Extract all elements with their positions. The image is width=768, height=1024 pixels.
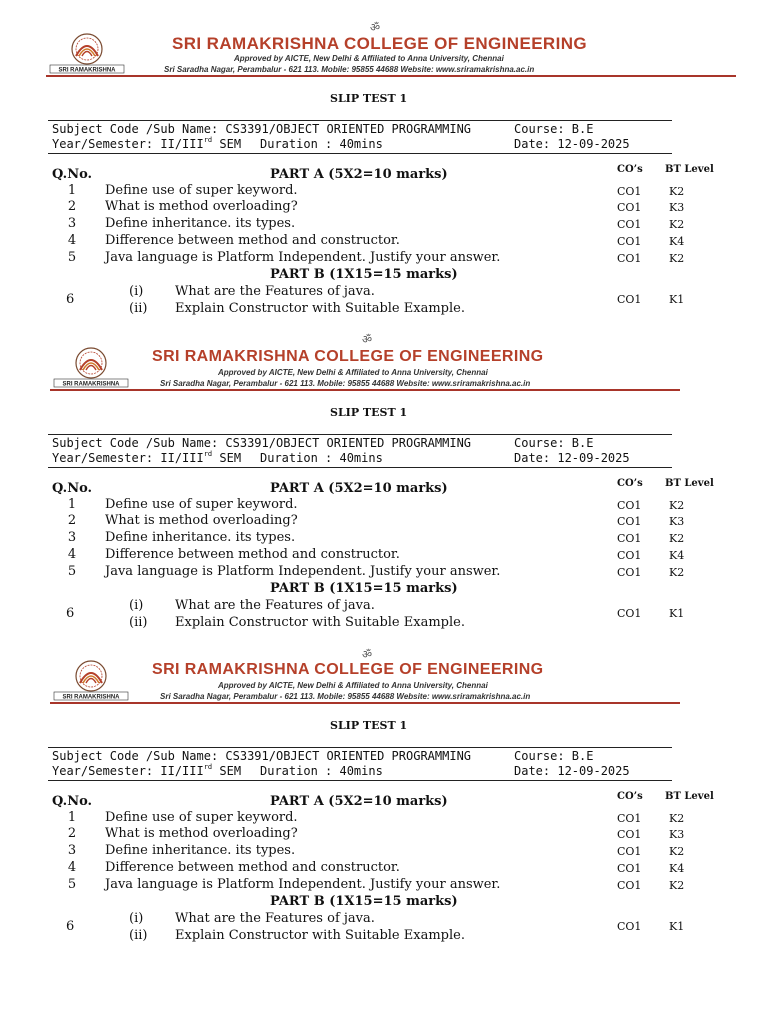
question-bt-level: K2 <box>669 499 685 512</box>
info-bottom-rule <box>48 153 672 154</box>
question-row <box>0 250 768 267</box>
question-text: Define inheritance. its types. <box>105 530 296 545</box>
question-row <box>0 826 768 843</box>
question-number: 2 <box>67 826 77 841</box>
question-text: Java language is Platform Independent. Justify your answer. <box>105 877 501 892</box>
part-b-sub-text: What are the Features of java. <box>175 284 375 299</box>
qno-header: Q.No. <box>52 167 93 182</box>
part-b-sub-label: (ii) <box>129 615 148 630</box>
info-bottom-rule <box>48 467 672 468</box>
question-text: What is method overloading? <box>105 513 298 528</box>
question-row <box>0 513 768 530</box>
question-number: 1 <box>67 497 77 512</box>
question-bt-level: K2 <box>669 532 685 545</box>
question-number: 5 <box>67 564 77 579</box>
question-text: Difference between method and constructor. <box>105 547 400 562</box>
question-row <box>0 497 768 514</box>
part-b-question-number: 6 <box>66 292 75 307</box>
question-bt-level: K3 <box>669 201 685 214</box>
question-bt-level: K2 <box>669 252 685 265</box>
question-row <box>0 843 768 860</box>
part-a-header: PART A (5X2=10 marks) <box>270 167 448 182</box>
question-bt-level: K3 <box>669 515 685 528</box>
year-semester-line: Year/Semester: II/IIIrd SEM <box>52 450 242 465</box>
date-line: Date: 12-09-2025 <box>514 451 630 465</box>
question-bt-level: K2 <box>669 845 685 858</box>
logo-text: SRI RAMAKRISHNA <box>62 381 120 388</box>
question-number: 2 <box>67 199 77 214</box>
qno-header: Q.No. <box>52 794 93 809</box>
question-row <box>0 530 768 547</box>
question-co: CO1 <box>617 252 642 265</box>
part-b-header: PART B (1X15=15 marks) <box>270 894 458 909</box>
question-bt-level: K2 <box>669 185 685 198</box>
college-header <box>46 28 736 78</box>
part-b-sub-text: What are the Features of java. <box>175 911 375 926</box>
part-b-sub-text: Explain Constructor with Suitable Example. <box>175 615 465 630</box>
part-b-bt-level: K1 <box>669 293 685 306</box>
part-b-sub-label: (i) <box>129 598 144 613</box>
part-b-co: CO1 <box>617 607 642 620</box>
bt-level-header: BT Level <box>665 791 714 802</box>
part-b-sub-text: Explain Constructor with Suitable Example. <box>175 301 465 316</box>
slip-test-copy <box>0 0 768 316</box>
logo-text: SRI RAMAKRISHNA <box>62 694 120 701</box>
header-rule <box>50 389 680 391</box>
part-b-sub-label: (i) <box>129 284 144 299</box>
question-text: Define inheritance. its types. <box>105 843 296 858</box>
part-a-header: PART A (5X2=10 marks) <box>270 481 448 496</box>
question-co: CO1 <box>617 828 642 841</box>
course-line: Course: B.E <box>514 122 594 136</box>
question-co: CO1 <box>617 515 642 528</box>
question-row <box>0 547 768 564</box>
part-b-co: CO1 <box>617 920 642 933</box>
bt-level-header: BT Level <box>665 478 714 489</box>
question-co: CO1 <box>617 566 642 579</box>
college-logo <box>50 346 132 388</box>
logo-text: SRI RAMAKRISHNA <box>58 67 116 74</box>
question-number: 1 <box>67 810 77 825</box>
question-bt-level: K4 <box>669 862 685 875</box>
question-text: Define use of super keyword. <box>105 810 298 825</box>
question-text: Java language is Platform Independent. Justify your answer. <box>105 250 501 265</box>
college-name: SRI RAMAKRISHNA COLLEGE OF ENGINEERING <box>172 34 588 53</box>
address-line: Sri Saradha Nagar, Perambalur - 621 113. Mobile: 95855 44688 Website: www.sriramakrishna.ac.in <box>160 379 531 388</box>
header-rule <box>46 75 736 77</box>
bt-level-header: BT Level <box>665 164 714 175</box>
question-co: CO1 <box>617 218 642 231</box>
question-co: CO1 <box>617 812 642 825</box>
question-number: 3 <box>67 530 77 545</box>
cos-header: CO’s <box>617 478 643 489</box>
question-bt-level: K2 <box>669 566 685 579</box>
part-b-sub-text: What are the Features of java. <box>175 598 375 613</box>
question-text: Difference between method and constructor. <box>105 233 400 248</box>
question-bt-level: K4 <box>669 235 685 248</box>
college-name: SRI RAMAKRISHNA COLLEGE OF ENGINEERING <box>152 348 544 365</box>
part-b-header: PART B (1X15=15 marks) <box>270 581 458 596</box>
question-row <box>0 877 768 894</box>
part-b-question-number: 6 <box>66 606 75 621</box>
question-number: 5 <box>67 877 77 892</box>
part-a-header: PART A (5X2=10 marks) <box>270 794 448 809</box>
info-top-rule <box>48 434 672 435</box>
info-bottom-rule <box>48 780 672 781</box>
subject-line: Subject Code /Sub Name: CS3391/OBJECT ORIENTED PROGRAMMING <box>52 436 472 450</box>
question-number: 4 <box>67 860 77 875</box>
date-line: Date: 12-09-2025 <box>514 137 630 151</box>
info-top-rule <box>48 747 672 748</box>
part-b-sub-label: (ii) <box>129 301 148 316</box>
course-line: Course: B.E <box>514 749 594 763</box>
question-text: What is method overloading? <box>105 199 298 214</box>
test-title: SLIP TEST 1 <box>330 92 408 105</box>
year-semester-line: Year/Semester: II/IIIrd SEM <box>52 763 242 778</box>
header-rule <box>50 702 680 704</box>
year-semester-line: Year/Semester: II/IIIrd SEM <box>52 136 242 151</box>
question-bt-level: K2 <box>669 879 685 892</box>
question-co: CO1 <box>617 532 642 545</box>
approval-line: Approved by AICTE, New Delhi & Affiliated to Anna University, Chennai <box>218 368 488 377</box>
date-line: Date: 12-09-2025 <box>514 764 630 778</box>
question-bt-level: K2 <box>669 218 685 231</box>
question-row <box>0 564 768 581</box>
test-title: SLIP TEST 1 <box>330 406 408 419</box>
question-number: 3 <box>67 216 77 231</box>
cos-header: CO’s <box>617 164 643 175</box>
question-row <box>0 810 768 827</box>
om-symbol: ॐ <box>362 648 373 661</box>
qno-header: Q.No. <box>52 481 93 496</box>
info-top-rule <box>48 120 672 121</box>
question-co: CO1 <box>617 879 642 892</box>
test-title: SLIP TEST 1 <box>330 719 408 732</box>
question-bt-level: K4 <box>669 549 685 562</box>
part-b-sub-label: (i) <box>129 911 144 926</box>
course-line: Course: B.E <box>514 436 594 450</box>
slip-test-copy <box>0 627 768 943</box>
question-number: 4 <box>67 233 77 248</box>
college-logo <box>50 659 132 701</box>
question-co: CO1 <box>617 201 642 214</box>
part-b-sub-text: Explain Constructor with Suitable Example. <box>175 928 465 943</box>
question-co: CO1 <box>617 185 642 198</box>
question-text: Difference between method and constructor. <box>105 860 400 875</box>
part-b-co: CO1 <box>617 293 642 306</box>
question-bt-level: K2 <box>669 812 685 825</box>
om-symbol: ॐ <box>362 333 373 346</box>
question-text: What is method overloading? <box>105 826 298 841</box>
question-co: CO1 <box>617 499 642 512</box>
question-text: Java language is Platform Independent. Justify your answer. <box>105 564 501 579</box>
college-name: SRI RAMAKRISHNA COLLEGE OF ENGINEERING <box>152 661 544 678</box>
part-b-bt-level: K1 <box>669 920 685 933</box>
duration-line: Duration : 40mins <box>260 764 383 778</box>
question-row <box>0 233 768 250</box>
question-text: Define use of super keyword. <box>105 183 298 198</box>
slip-test-copy <box>0 314 768 630</box>
part-b-bt-level: K1 <box>669 607 685 620</box>
part-b-question-number: 6 <box>66 919 75 934</box>
address-line: Sri Saradha Nagar, Perambalur - 621 113. Mobile: 95855 44688 Website: www.sriramakrishna.ac.in <box>164 65 535 74</box>
question-number: 2 <box>67 513 77 528</box>
approval-line: Approved by AICTE, New Delhi & Affiliated to Anna University, Chennai <box>234 54 504 63</box>
college-header <box>50 655 680 705</box>
duration-line: Duration : 40mins <box>260 137 383 151</box>
address-line: Sri Saradha Nagar, Perambalur - 621 113. Mobile: 95855 44688 Website: www.sriramakrishna.ac.in <box>160 692 531 701</box>
question-row <box>0 860 768 877</box>
duration-line: Duration : 40mins <box>260 451 383 465</box>
question-row <box>0 183 768 200</box>
subject-line: Subject Code /Sub Name: CS3391/OBJECT ORIENTED PROGRAMMING <box>52 122 472 136</box>
question-text: Define use of super keyword. <box>105 497 298 512</box>
approval-line: Approved by AICTE, New Delhi & Affiliated to Anna University, Chennai <box>218 681 488 690</box>
question-row <box>0 216 768 233</box>
question-number: 4 <box>67 547 77 562</box>
question-number: 5 <box>67 250 77 265</box>
college-logo <box>46 32 128 74</box>
subject-line: Subject Code /Sub Name: CS3391/OBJECT ORIENTED PROGRAMMING <box>52 749 472 763</box>
part-b-header: PART B (1X15=15 marks) <box>270 267 458 282</box>
question-co: CO1 <box>617 549 642 562</box>
question-row <box>0 199 768 216</box>
part-b-sub-label: (ii) <box>129 928 148 943</box>
question-bt-level: K3 <box>669 828 685 841</box>
college-header <box>50 342 680 392</box>
question-number: 3 <box>67 843 77 858</box>
cos-header: CO’s <box>617 791 643 802</box>
question-co: CO1 <box>617 235 642 248</box>
om-symbol: ॐ <box>370 21 381 34</box>
question-co: CO1 <box>617 862 642 875</box>
question-text: Define inheritance. its types. <box>105 216 296 231</box>
question-co: CO1 <box>617 845 642 858</box>
question-number: 1 <box>67 183 77 198</box>
